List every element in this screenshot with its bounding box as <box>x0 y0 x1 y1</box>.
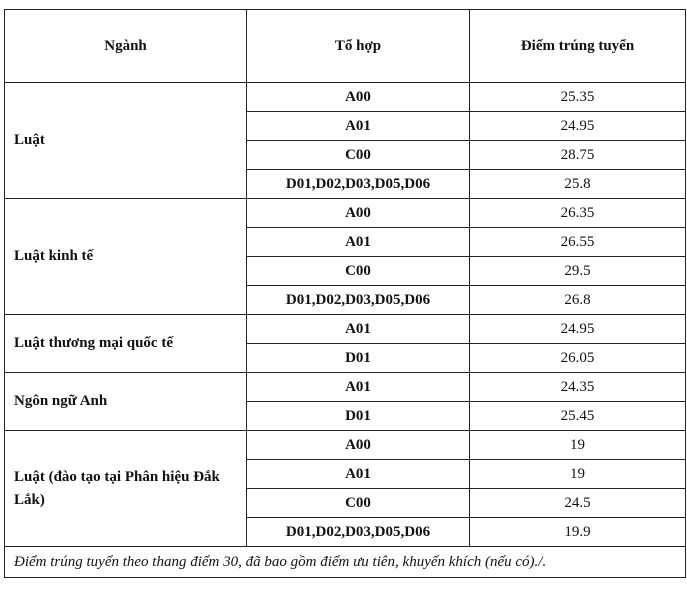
admission-score: 26.05 <box>470 344 686 373</box>
admission-score: 25.45 <box>470 402 686 431</box>
footnote: Điểm trúng tuyển theo thang điểm 30, đã bao gồm điểm ưu tiên, khuyến khích (nếu có)./. <box>5 547 686 578</box>
admission-score: 24.95 <box>470 315 686 344</box>
subject-combination: D01,D02,D03,D05,D06 <box>247 286 470 315</box>
table-row <box>5 431 686 460</box>
major-name: Luật thương mại quốc tế <box>5 315 247 373</box>
header-score: Điểm trúng tuyển <box>470 10 686 83</box>
subject-combination: D01 <box>247 344 470 373</box>
admission-score: 19 <box>470 431 686 460</box>
subject-combination: A00 <box>247 199 470 228</box>
table-row <box>5 315 686 344</box>
subject-combination: A01 <box>247 228 470 257</box>
admission-score: 19.9 <box>470 518 686 547</box>
subject-combination: D01 <box>247 402 470 431</box>
admission-score: 24.5 <box>470 489 686 518</box>
admission-score: 28.75 <box>470 141 686 170</box>
subject-combination: A01 <box>247 112 470 141</box>
table-header-row <box>5 10 686 83</box>
admission-score: 19 <box>470 460 686 489</box>
table-row <box>5 199 686 228</box>
major-name: Ngôn ngữ Anh <box>5 373 247 431</box>
subject-combination: D01,D02,D03,D05,D06 <box>247 518 470 547</box>
admission-score: 26.8 <box>470 286 686 315</box>
header-combination: Tổ hợp <box>247 10 470 83</box>
table-row <box>5 83 686 112</box>
admission-score: 29.5 <box>470 257 686 286</box>
note-row <box>5 547 686 578</box>
admission-score: 26.55 <box>470 228 686 257</box>
subject-combination: A00 <box>247 431 470 460</box>
table-body <box>5 83 686 547</box>
subject-combination: C00 <box>247 257 470 286</box>
admission-score: 24.35 <box>470 373 686 402</box>
subject-combination: C00 <box>247 489 470 518</box>
subject-combination: A00 <box>247 83 470 112</box>
major-name: Luật (đào tạo tại Phân hiệu Đắk Lắk) <box>5 431 247 547</box>
subject-combination: D01,D02,D03,D05,D06 <box>247 170 470 199</box>
major-name: Luật kinh tế <box>5 199 247 315</box>
header-major: Ngành <box>5 10 247 83</box>
admission-score: 24.95 <box>470 112 686 141</box>
subject-combination: C00 <box>247 141 470 170</box>
subject-combination: A01 <box>247 460 470 489</box>
major-name: Luật <box>5 83 247 199</box>
admission-score: 26.35 <box>470 199 686 228</box>
subject-combination: A01 <box>247 315 470 344</box>
admission-score: 25.8 <box>470 170 686 199</box>
table-row <box>5 373 686 402</box>
admission-score: 25.35 <box>470 83 686 112</box>
admission-scores-table <box>4 9 686 578</box>
subject-combination: A01 <box>247 373 470 402</box>
